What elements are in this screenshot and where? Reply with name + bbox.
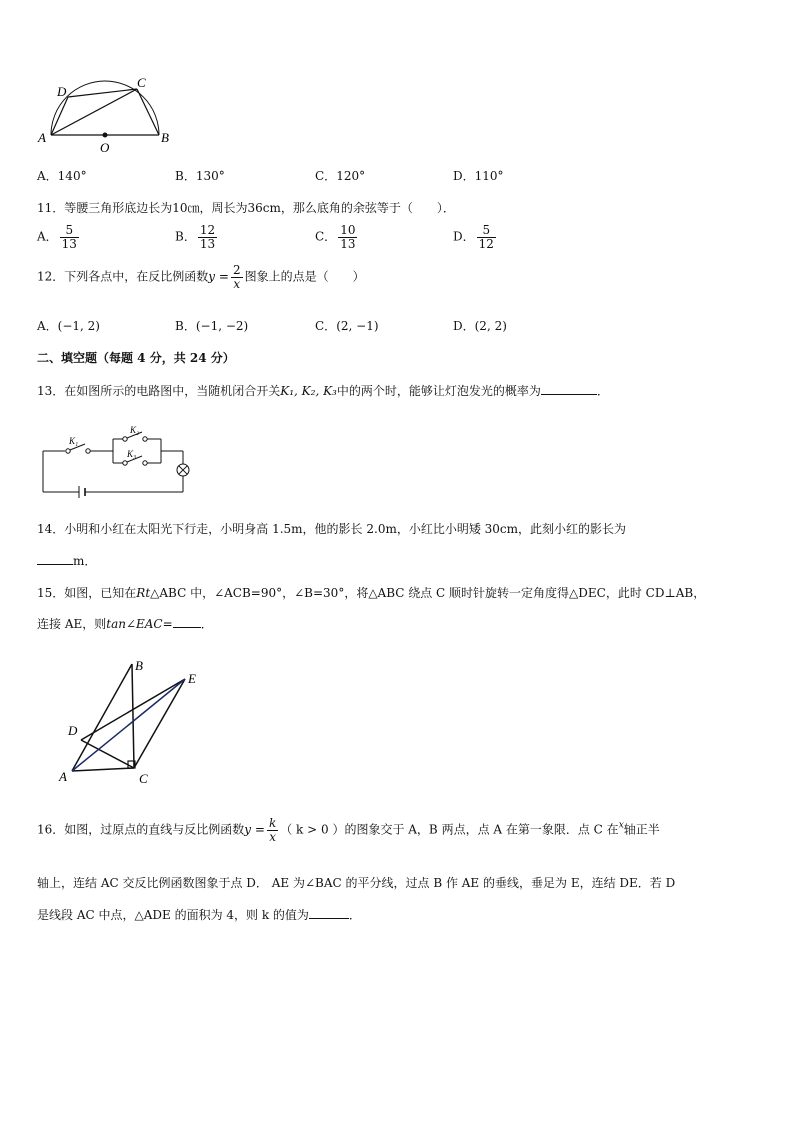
q10-option-a[interactable]: A．140° xyxy=(37,169,87,183)
chord-ad xyxy=(51,97,68,135)
label-a: A xyxy=(38,130,46,145)
q12-option-c[interactable]: C．(2, −1) xyxy=(315,319,379,333)
answer-blank[interactable] xyxy=(309,918,349,919)
chord-cb xyxy=(137,89,159,135)
label-c: C xyxy=(139,771,148,786)
q12-option-a[interactable]: A．(−1, 2) xyxy=(37,319,100,333)
q11-option-c[interactable]: C． $\frac{10}{13}$ xyxy=(315,223,356,251)
q16-line2: 轴上，连结 AC 交反比例函数图象于点 D． AE 为∠BAC 的平分线，过点 B 作 AE 的垂线，垂足为 E，连结 DE．若 D xyxy=(37,876,676,890)
segment-ab xyxy=(72,664,132,771)
label-e: E xyxy=(188,671,196,686)
label-k3: K₃ xyxy=(127,449,137,459)
answer-blank[interactable] xyxy=(37,564,73,565)
q10-figure xyxy=(30,70,180,155)
label-d: D xyxy=(68,723,78,738)
segment-bc xyxy=(132,664,134,768)
label-d: D xyxy=(57,84,67,99)
q15-figure xyxy=(55,652,210,787)
q16-line3: 是线段 AC 中点，△ADE 的面积为 4，则 k 的值为 ． xyxy=(37,908,361,922)
q11-option-b[interactable]: B． $\frac{12}{13}$ xyxy=(175,223,216,251)
q10-option-c[interactable]: C．120° xyxy=(315,169,366,183)
section-title: 二、填空题（每题 4 分，共 24 分） xyxy=(37,351,235,365)
label-c: C xyxy=(137,75,146,90)
q14-line2: m． xyxy=(37,552,96,569)
label-b: B xyxy=(161,130,169,145)
answer-blank[interactable] xyxy=(541,394,597,395)
label-b: B xyxy=(135,658,143,673)
q13-stem: 13．在如图所示的电路图中，当随机闭合开关K₁, K₂, K₃中的两个时，能够让灯泡发光的概率为 ． xyxy=(37,384,609,398)
q14-line1: 14．小明和小红在太阳光下行走，小明身高 1.5m，他的影长 2.0m，小红比小明矮 30cm，此刻小红的影长为 xyxy=(37,522,627,536)
q10-option-d[interactable]: D．110° xyxy=(453,169,504,183)
answer-blank[interactable] xyxy=(173,627,201,628)
q16-line1: 16．如图，过原点的直线与反比例函数y = $\frac{k}{x}$ （ k > 0 ）的图象交于 A，B 两点，点 A 在第一象限．点 C 在$^x$轴正半 xyxy=(37,816,660,844)
segment-ec xyxy=(134,679,185,768)
label-a: A xyxy=(59,769,67,784)
label-o: O xyxy=(100,140,110,155)
q12-stem: 12．下列各点中，在反比例函数y = $\frac{2}{x}$ 图象上的点是（ ） xyxy=(37,263,365,291)
q15-line1: 15．如图，已知在Rt△ABC 中，∠ACB=90°，∠B=30°，将△ABC 绕点 C 顺时针旋转一定角度得△DEC，此时 CD⊥AB， xyxy=(37,586,706,600)
q10-option-b[interactable]: B．130° xyxy=(175,169,225,183)
label-k2: K₂ xyxy=(130,425,140,435)
label-k1: K₁ xyxy=(69,436,79,446)
chord-dc xyxy=(68,89,137,97)
segment-ae xyxy=(72,679,185,771)
q12-option-d[interactable]: D．(2, 2) xyxy=(453,319,507,333)
q11-stem: 11．等腰三角形底边长为10㎝，周长为36cm，那么底角的余弦等于（ ）． xyxy=(37,201,455,215)
segment-ac xyxy=(72,768,134,771)
segment-dc xyxy=(81,740,134,768)
center-point xyxy=(103,133,108,138)
q15-line2: 连接 AE，则tan∠EAC= ． xyxy=(37,617,213,631)
q13-circuit-figure xyxy=(35,420,195,498)
q11-option-a[interactable]: A． $\frac{5}{13}$ xyxy=(37,223,77,251)
q12-option-b[interactable]: B．(−1, −2) xyxy=(175,319,249,333)
q11-option-d[interactable]: D． $\frac{5}{12}$ xyxy=(453,223,494,251)
